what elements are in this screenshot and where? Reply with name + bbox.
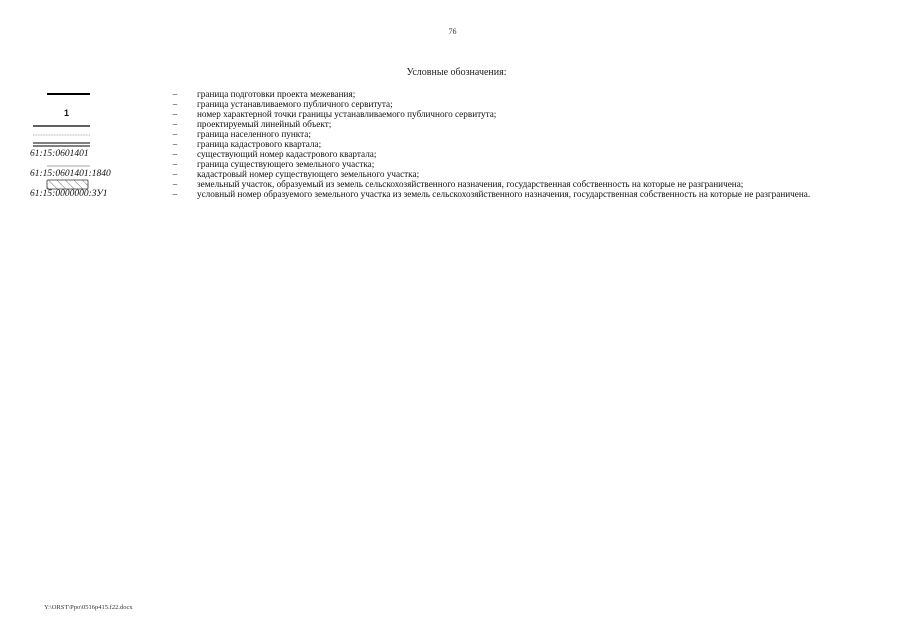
legend-symbol-thick-line	[30, 89, 150, 99]
cadastral-number-code: 61:15:0601401:1840	[30, 169, 111, 179]
legend-symbol-code	[30, 189, 150, 199]
legend-description: условный номер образуемого земельного участка из земель сельскохозяйственного назначения, государственная собственность на которые не разграничена.	[197, 189, 811, 199]
legend-row	[0, 109, 905, 119]
legend-description: граница устанавливаемого публичного сервитута;	[197, 99, 393, 109]
legend-row	[0, 169, 905, 179]
legend-dash: –	[172, 129, 178, 139]
legend-dash: –	[172, 89, 178, 99]
legend-dash: –	[172, 99, 178, 109]
legend-description: граница существующего земельного участка;	[197, 159, 375, 169]
legend-symbol-hatched-box	[30, 179, 150, 189]
cadastral-quarter-code: 61:15:0601401	[30, 149, 89, 159]
legend-dash: –	[172, 119, 178, 129]
legend-symbol-faint-line	[30, 159, 150, 169]
legend-description: земельный участок, образуемый из земель сельскохозяйственного назначения, государственная собственность на которые не разграничена;	[197, 179, 744, 189]
legend-description: граница кадастрового квартала;	[197, 139, 322, 149]
legend-symbol-point-number	[30, 109, 150, 119]
legend-symbol-code	[30, 149, 150, 159]
legend-row	[0, 189, 905, 211]
legend-row	[0, 89, 905, 99]
legend-description: проектируемый линейный объект;	[197, 119, 332, 129]
legend-row	[0, 179, 905, 189]
legend-row	[0, 99, 905, 109]
legend-row	[0, 119, 905, 129]
legend-description: кадастровый номер существующего земельного участка;	[197, 169, 420, 179]
legend-dash: –	[172, 159, 178, 169]
legend-symbol-double-line	[30, 139, 150, 149]
legend-dash: –	[172, 139, 178, 149]
point-number-label: 1	[64, 108, 70, 118]
legend-dash: –	[172, 109, 178, 119]
legend-symbol-code	[30, 169, 150, 179]
new-parcel-code: 61:15:0000000:ЗУ1	[30, 189, 108, 199]
legend-dash: –	[172, 169, 178, 179]
legend-description: граница подготовки проекта межевания;	[197, 89, 356, 99]
legend-row	[0, 129, 905, 139]
legend-symbol-thin-line	[30, 119, 150, 129]
legend-dash: –	[172, 179, 178, 189]
legend-title: Условные обозначения:	[406, 67, 507, 78]
legend-dash: –	[172, 189, 178, 199]
legend-row	[0, 159, 905, 169]
legend-row	[0, 139, 905, 149]
legend-row	[0, 149, 905, 159]
legend-description: номер характерной точки границы устанавливаемого публичного сервитута;	[197, 109, 497, 119]
legend-description: существующий номер кадастрового квартала;	[197, 149, 377, 159]
document-path: Y:\ORST\Ppo\0516p415.f22.docx	[44, 604, 133, 611]
legend-dash: –	[172, 149, 178, 159]
page-number: 76	[448, 27, 457, 36]
legend-symbol-none	[30, 99, 150, 109]
legend-description: граница населенного пункта;	[197, 129, 311, 139]
legend-symbol-faint-line	[30, 129, 150, 139]
